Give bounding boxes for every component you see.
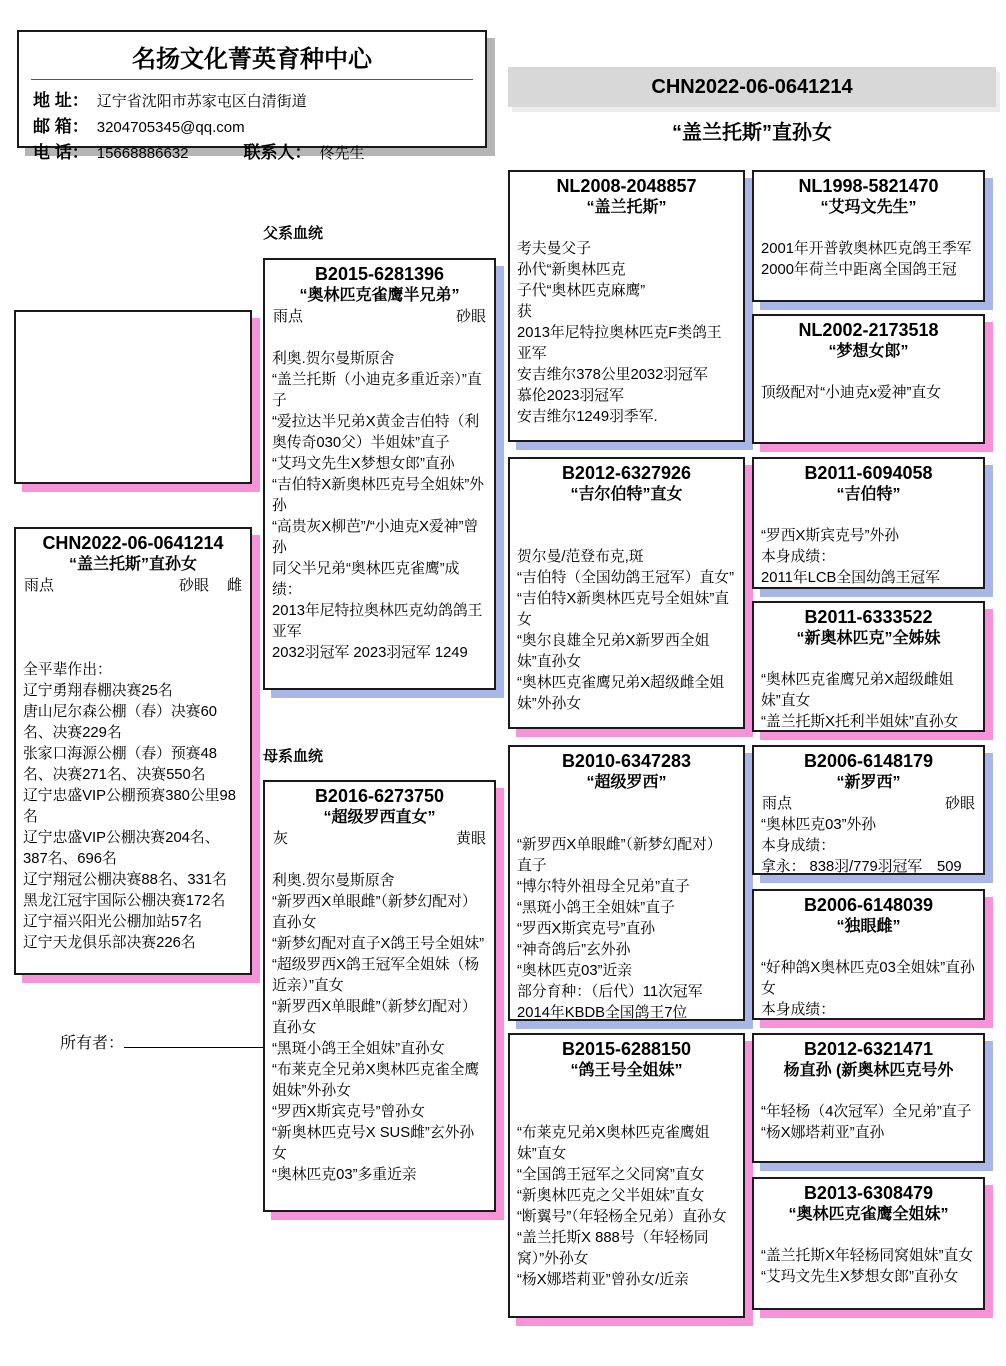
sd-sire-box bbox=[752, 457, 985, 589]
pedigree-line: 2011年LCB全国幼鸽王冠军 bbox=[761, 570, 940, 587]
pedigree-line bbox=[23, 618, 243, 639]
sd-dam-lines bbox=[754, 649, 983, 732]
ss-sire-lines bbox=[754, 218, 983, 281]
pedigree-line bbox=[761, 1081, 976, 1102]
pedigree-line: 2013年尼特拉奥林匹克F类鸽王亚军 bbox=[517, 325, 722, 363]
sd-dam-ring: B2011-6333522 bbox=[804, 607, 933, 627]
subject-name: “盖兰托斯”直孙女 bbox=[68, 555, 197, 573]
ss-dam-name: “梦想女郎” bbox=[828, 342, 909, 360]
pedigree-line bbox=[23, 639, 243, 660]
pedigree-line: 获 bbox=[517, 304, 532, 321]
pedigree-line bbox=[761, 218, 976, 239]
pedigree-line: 2000年荷兰中距离全国鸽王冠 bbox=[761, 262, 957, 279]
sire-dam-box bbox=[508, 457, 745, 729]
pedigree-line: 2001年开普敦奥林匹克鸽王季军 bbox=[761, 241, 972, 258]
pedigree-line: “艾玛文先生X梦想女郎”直孙女 bbox=[761, 1269, 959, 1286]
pedigree-line bbox=[761, 362, 976, 383]
pedigree-line bbox=[517, 793, 736, 814]
pedigree-line: “盖兰托斯X 888号（年轻杨同窝）”外孙女 bbox=[517, 1230, 709, 1268]
pedigree-line: “全国鸽王冠军之父同窝”直女 bbox=[517, 1167, 705, 1184]
sd-dam-box bbox=[752, 601, 985, 732]
dd-dam-ring: B2013-6308479 bbox=[803, 1183, 934, 1203]
photo-placeholder-box bbox=[14, 310, 252, 484]
pedigree-line: “奥林匹克雀鹰兄弟X超级雌姐妹”直女 bbox=[761, 672, 954, 710]
pedigree-line: “罗西X斯宾克号”曾孙女 bbox=[272, 1103, 425, 1120]
pedigree-line bbox=[761, 1225, 976, 1246]
dam-dam-box bbox=[508, 1033, 745, 1318]
email-row bbox=[33, 112, 471, 137]
pedigree-line: 考夫曼父子 bbox=[517, 241, 591, 258]
pedigree-line: “吉伯特（全国幼鸽王冠军）直女” bbox=[517, 570, 735, 587]
sire-sire-name: “盖兰托斯” bbox=[586, 198, 667, 216]
contact-value: 佟先生 bbox=[319, 145, 365, 162]
pedigree-line bbox=[23, 597, 243, 618]
dd-dam-lines bbox=[754, 1225, 983, 1288]
pedigree-line: “盖兰托斯X托利半姐妹”直孙女 bbox=[761, 714, 959, 731]
dam-traits bbox=[265, 828, 494, 849]
sire-color: 雨点 bbox=[273, 308, 304, 326]
dam-sire-box bbox=[508, 745, 745, 1021]
sire-eye: 砂眼 bbox=[455, 308, 486, 326]
subject-box bbox=[14, 527, 252, 975]
pedigree-line: 拿永： 838羽/779羽冠军 509 bbox=[761, 858, 962, 875]
subject-results bbox=[16, 597, 250, 954]
contact-label: 联系人： bbox=[243, 143, 312, 162]
pedigree-line: “神奇鸽后”玄外孙 bbox=[517, 942, 631, 959]
pedigree-line: “年轻杨（4次冠军）全兄弟”直子 bbox=[761, 1104, 972, 1121]
email-label: 邮 箱： bbox=[33, 117, 89, 136]
dam-eye: 黄眼 bbox=[455, 830, 486, 848]
sire-name: “奥林匹克雀鹰半兄弟” bbox=[299, 286, 460, 304]
pedigree-line bbox=[517, 505, 736, 526]
pedigree-line: “杨X娜塔莉亚”曾孙女/近亲 bbox=[517, 1272, 689, 1289]
sire-box bbox=[263, 258, 496, 690]
address-value: 辽宁省沈阳市苏家屯区白清街道 bbox=[96, 93, 307, 110]
pedigree-line: “奥林匹克03”近亲 bbox=[517, 963, 633, 980]
pedigree-line: “博尔特外祖母全兄弟”直子 bbox=[517, 879, 690, 896]
subject-sex: 雌 bbox=[226, 577, 242, 595]
dam-dam-ring: B2015-6288150 bbox=[561, 1039, 692, 1059]
pedigree-line: “黑斑小鸽王全姐妹”直子 bbox=[517, 900, 675, 917]
address-row bbox=[33, 86, 471, 111]
ds-dam-lines bbox=[754, 937, 983, 1020]
maternal-line-label: 母系血统 bbox=[263, 748, 324, 765]
pedigree-line: 2032羽冠军 2023羽冠军 1249 bbox=[272, 644, 468, 661]
pedigree-line: 辽宁勇翔春棚决赛25名 bbox=[23, 682, 173, 699]
sd-dam-name: “新奥林匹克”全姊妹 bbox=[796, 629, 941, 647]
subject-traits bbox=[16, 575, 250, 596]
ds-sire-eye: 砂眼 bbox=[944, 795, 975, 813]
dd-dam-name: “奥林匹克雀鹰全姐妹” bbox=[788, 1205, 949, 1223]
pedigree-line: 安吉维尔378公里2032羽冠军 bbox=[517, 367, 708, 384]
pedigree-line: “艾玛文先生X梦想女郎”直孙 bbox=[272, 455, 455, 472]
pedigree-line: 慕伦2023羽冠军 bbox=[517, 388, 624, 405]
dam-lines bbox=[265, 850, 494, 1186]
pedigree-subtitle: “盖兰托斯”直孙女 bbox=[672, 122, 832, 144]
pedigree-line bbox=[761, 505, 976, 526]
pedigree-line: “奥林匹克03”多重近亲 bbox=[272, 1166, 417, 1183]
pedigree-line: 2013年尼特拉奥林匹克幼鸽鸽王亚军 bbox=[272, 602, 483, 640]
loft-contact-info bbox=[19, 80, 485, 163]
pedigree-line: “新奥林匹克号X SUS雌”玄外孙女 bbox=[272, 1124, 475, 1162]
dd-sire-ring: B2012-6321471 bbox=[803, 1039, 934, 1059]
owner-row bbox=[60, 1030, 274, 1053]
sire-sire-box bbox=[508, 170, 745, 442]
ds-dam-box bbox=[752, 889, 985, 1020]
dam-dam-name: “鸽王号全姐妹” bbox=[570, 1061, 683, 1079]
pedigree-line: “断翼号”（年轻杨全兄弟）直孙女 bbox=[517, 1209, 727, 1226]
pedigree-line: “吉伯特X新奥林匹克号全姐妹”直女 bbox=[517, 591, 730, 629]
pedigree-line: “新罗西X单眼雌”（新梦幻配对）直孙女 bbox=[272, 893, 477, 931]
pedigree-line: “新罗西X单眼雌”（新梦幻配对）直子 bbox=[517, 837, 722, 875]
email-value: 3204705345@qq.com bbox=[96, 119, 245, 136]
dd-dam-box bbox=[752, 1177, 985, 1310]
pedigree-line: 辽宁福兴阳光公棚加站57名 bbox=[23, 913, 203, 930]
subject-eye: 砂眼 bbox=[178, 577, 209, 595]
ss-sire-ring: NL1998-5821470 bbox=[798, 176, 939, 196]
pedigree-line: 贺尔曼/范登布克,斑 bbox=[517, 549, 644, 566]
pedigree-line: 安吉维尔1249羽季军. bbox=[517, 409, 658, 426]
pedigree-line: 辽宁天龙俱乐部决赛226名 bbox=[23, 934, 196, 951]
pedigree-line: 利奥.贺尔曼斯原舍 bbox=[272, 350, 395, 367]
sd-sire-lines bbox=[754, 505, 983, 589]
ss-sire-name: “艾玛文先生” bbox=[820, 198, 917, 216]
sire-ring: B2015-6281396 bbox=[314, 264, 445, 284]
phone-row bbox=[33, 138, 471, 163]
ds-sire-ring: B2006-6148179 bbox=[803, 751, 934, 771]
loft-header bbox=[17, 30, 487, 162]
pedigree-line: “奥林匹克雀鹰兄弟X超级雌全姐妹”外孙女 bbox=[517, 675, 725, 713]
dd-sire-box bbox=[752, 1033, 985, 1163]
dam-ring: B2016-6273750 bbox=[314, 786, 445, 806]
pedigree-line: “新梦幻配对直子X鸽王号全姐妹” bbox=[272, 935, 485, 952]
sire-traits bbox=[265, 306, 494, 327]
phone-value: 15668886632 bbox=[96, 145, 189, 162]
pedigree-line: “盖兰托斯X年轻杨同窝姐妹”直女 bbox=[761, 1248, 974, 1265]
ss-dam-box bbox=[752, 314, 985, 444]
sire-sire-lines bbox=[510, 218, 743, 428]
pedigree-line: “布莱克兄弟X奥林匹克雀鹰姐妹”直女 bbox=[517, 1125, 710, 1163]
ds-sire-name: “新罗西” bbox=[836, 773, 901, 791]
pedigree-line: “新罗西X单眼雌”（新梦幻配对）直孙女 bbox=[272, 998, 477, 1036]
pedigree-line: 本身成绩： bbox=[761, 837, 835, 854]
ds-sire-box bbox=[752, 745, 985, 875]
pedigree-line: 辽宁忠盛VIP公棚决赛204名、387名、696名 bbox=[23, 829, 220, 867]
pedigree-line bbox=[517, 1081, 736, 1102]
pedigree-line: “超级罗西X鸽王冠军全姐妹（杨近亲）”直女 bbox=[272, 956, 480, 994]
pedigree-line: “爱拉达半兄弟X黄金吉伯特（利奥传奇030父）半姐妹”直子 bbox=[272, 413, 480, 451]
ds-sire-traits bbox=[754, 793, 983, 814]
ds-dam-ring: B2006-6148039 bbox=[803, 895, 934, 915]
pedigree-line bbox=[272, 850, 487, 871]
ss-dam-lines bbox=[754, 362, 983, 404]
ds-sire-color: 雨点 bbox=[762, 795, 793, 813]
sd-sire-ring: B2011-6094058 bbox=[804, 463, 933, 483]
pedigree-line: 张家口海源公棚（春）预赛48名、决赛271名、决赛550名 bbox=[23, 745, 218, 783]
pedigree-line: “好种鸽X奥林匹克03全姐妹”直孙女 bbox=[761, 960, 975, 998]
ds-sire-lines bbox=[754, 815, 983, 875]
pedigree-line bbox=[517, 1102, 736, 1123]
pedigree-line: 本身成绩： bbox=[761, 549, 835, 566]
pedigree-line: 同父半兄弟“奥林匹克雀鹰”成绩： bbox=[272, 560, 460, 598]
dd-sire-lines bbox=[754, 1081, 983, 1144]
dam-color: 灰 bbox=[273, 830, 289, 848]
sire-lines bbox=[265, 328, 494, 664]
pedigree-line: 2014年KBDB全国鸽王7位 bbox=[517, 1005, 688, 1021]
subject-ring: CHN2022-06-0641214 bbox=[42, 533, 224, 553]
subject-color: 雨点 bbox=[24, 577, 55, 595]
ss-sire-box bbox=[752, 170, 985, 302]
owner-label: 所有者： bbox=[60, 1035, 125, 1052]
dam-sire-ring: B2010-6347283 bbox=[561, 751, 692, 771]
sd-sire-name: “吉伯特” bbox=[836, 485, 901, 503]
sire-dam-lines bbox=[510, 505, 743, 715]
sire-dam-name: “吉尔伯特”直女 bbox=[570, 485, 683, 503]
pedigree-line: “布莱克全兄弟X奥林匹克雀全鹰姐妹”外孙女 bbox=[272, 1061, 480, 1099]
dam-box bbox=[263, 780, 496, 1212]
pedigree-line: 辽宁忠盛VIP公棚预赛380公里98名 bbox=[23, 787, 236, 825]
pedigree-line bbox=[272, 328, 487, 349]
pedigree-line bbox=[761, 937, 976, 958]
sire-sire-ring: NL2008-2048857 bbox=[556, 176, 697, 196]
ss-dam-ring: NL2002-2173518 bbox=[798, 320, 939, 340]
dam-dam-lines bbox=[510, 1081, 743, 1291]
ds-dam-name: “独眼雌” bbox=[836, 917, 901, 935]
pedigree-line: “吉伯特X新奥林匹克号全姐妹”外孙 bbox=[272, 476, 485, 514]
paternal-line-label: 父系血统 bbox=[263, 225, 324, 242]
pedigree-line: “罗西X斯宾克号”直孙 bbox=[517, 921, 656, 938]
pedigree-line: 本身成绩： bbox=[761, 1002, 835, 1019]
pedigree-line: 黑龙江冠宇国际公棚决赛172名 bbox=[23, 892, 226, 909]
pedigree-line: 孙代“新奥林匹克 bbox=[517, 262, 626, 279]
pedigree-line: “杨X娜塔莉亚”直孙 bbox=[761, 1125, 885, 1142]
dam-sire-lines bbox=[510, 793, 743, 1021]
pedigree-line bbox=[761, 649, 976, 670]
sire-dam-ring: B2012-6327926 bbox=[561, 463, 692, 483]
pedigree-line: 子代“奥林匹克麻鹰” bbox=[517, 283, 646, 300]
phone-label: 电 话： bbox=[33, 143, 89, 162]
pedigree-line: 辽宁翔冠公棚决赛88名、331名 bbox=[23, 871, 227, 888]
dd-sire-name: 杨直孙 (新奥林匹克号外 bbox=[783, 1061, 954, 1079]
pedigree-line: “盖兰托斯（小迪克多重近亲）”直子 bbox=[272, 371, 482, 409]
dam-name: “超级罗西直女” bbox=[323, 808, 436, 826]
pedigree-line: 全平辈作出： bbox=[23, 661, 112, 678]
pedigree-line: “黑斑小鸽王全姐妹”直孙女 bbox=[272, 1040, 445, 1057]
pedigree-line bbox=[517, 218, 736, 239]
loft-title: 名扬文化菁英育种中心 bbox=[132, 46, 372, 73]
pedigree-line: “罗西X斯宾克号”外孙 bbox=[761, 528, 900, 545]
pedigree-line bbox=[517, 814, 736, 835]
pedigree-line: “高贵灰X柳芭”/“小迪克X爱神”曾孙 bbox=[272, 518, 479, 556]
pedigree-line: “新奥林匹克之父半姐妹”直女 bbox=[517, 1188, 705, 1205]
pedigree-line: 顶级配对“小迪克x爱神”直女 bbox=[761, 385, 942, 402]
ring-number-bar: CHN2022-06-0641214 bbox=[508, 67, 996, 107]
owner-blank-line bbox=[124, 1033, 274, 1048]
pedigree-line bbox=[517, 526, 736, 547]
pedigree-line: 利奥.贺尔曼斯原舍 bbox=[272, 872, 395, 889]
pedigree-line: 部分育种：（后代）11次冠军 bbox=[517, 984, 703, 1001]
pedigree-line: 唐山尼尔森公棚（春）决赛60名、决赛229名 bbox=[23, 703, 218, 741]
address-label: 地 址： bbox=[33, 91, 89, 110]
pedigree-line: “奥尔良雄全兄弟X新罗西全姐妹”直孙女 bbox=[517, 633, 710, 671]
pedigree-line: “奥林匹克03”外孙 bbox=[761, 816, 877, 833]
dam-sire-name: “超级罗西” bbox=[586, 773, 667, 791]
